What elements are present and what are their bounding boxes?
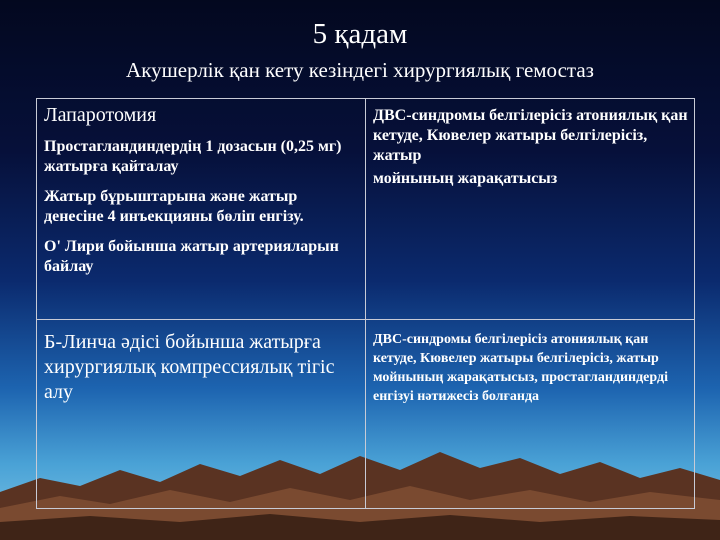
- b-lynch-text: Б-Линча әдісі бойынша жатырға хирургиялық компрессиялық тігіс алу: [44, 331, 335, 403]
- table-cell-right: [366, 320, 695, 509]
- table-row: [37, 320, 695, 509]
- content-table: [36, 98, 695, 509]
- table-cell-left: [37, 320, 366, 509]
- left-item-2: Жатыр бұрыштарына және жатыр денесіне 4 инъекцияны бөліп енгізу.: [44, 188, 304, 225]
- slide-subtitle: Акушерлік қан кету кезіндегі хирургиялық гемостаз: [126, 58, 594, 82]
- slide-title: 5 қадам: [312, 18, 408, 50]
- right-bottom-text: ДВС-синдромы белгілерісіз атониялық қан кетуде, Кювелер жатыры белгілерісіз, жатыр мойнының жарақатысыз, простагландиндерді енгізуі нәтижесіз болғанда: [373, 332, 668, 404]
- table-row: [37, 99, 695, 320]
- table-cell-left: [37, 99, 366, 320]
- table-cell-right: [366, 99, 695, 320]
- left-item-1: Простагландиндердің 1 дозасын (0,25 мг) жатырға қайталау: [44, 138, 342, 175]
- right-text-line1: ДВС-синдромы белгілерісіз атониялық қан кетуде, Кювелер жатыры белгілерісіз, жатыр: [373, 107, 688, 164]
- left-item-3: О' Лири бойынша жатыр артерияларын байлау: [44, 238, 339, 275]
- right-text-line2: мойнының жарақатысыз: [373, 170, 558, 187]
- laparotomy-heading: Лапаротомия: [44, 104, 157, 126]
